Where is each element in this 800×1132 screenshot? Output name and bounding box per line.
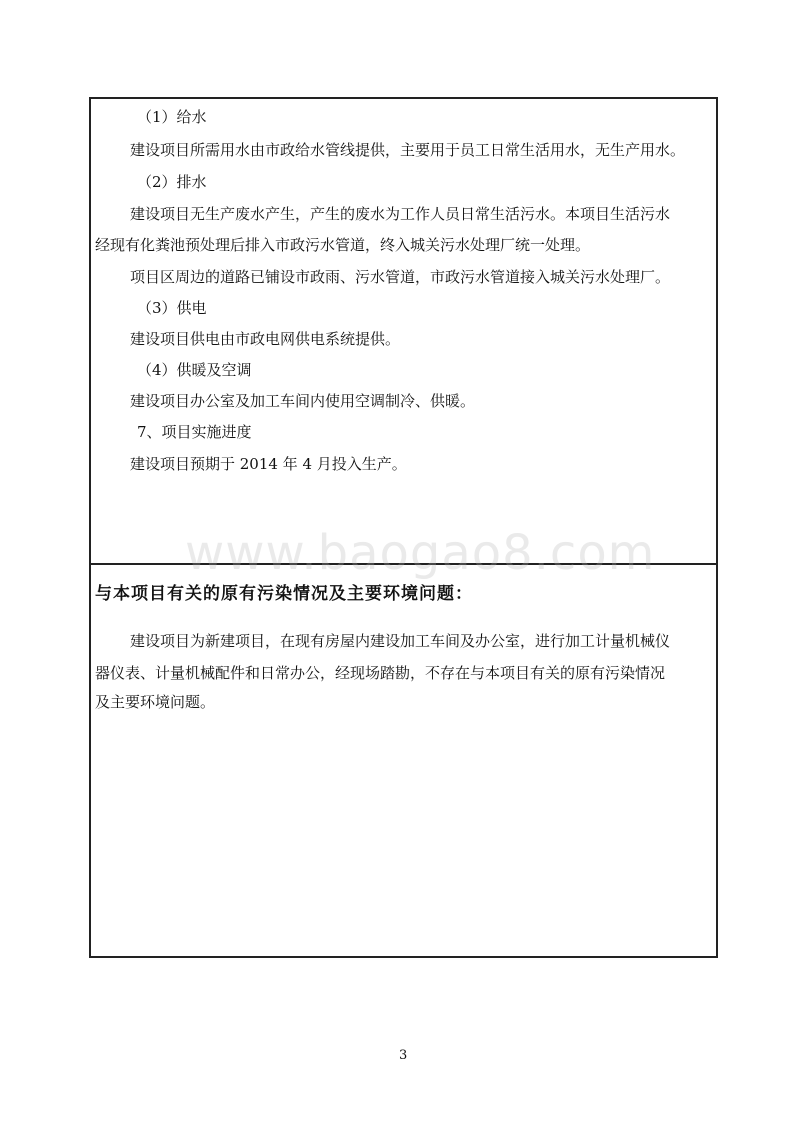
water-supply-text: 建设项目所需用水由市政给水管线提供，主要用于员工日常生活用水，无生产用水。 [130,141,686,159]
power-title: （3）供电 [137,299,207,317]
schedule-text: 建设项目预期于 2014 年 4 月投入生产。 [130,455,407,473]
schedule-title: 7、项目实施进度 [137,423,252,441]
drainage-text-line-3: 项目区周边的道路已铺设市政雨、污水管道，市政污水管道接入城关污水处理厂。 [130,268,671,286]
page-number: 3 [399,1048,408,1063]
pollution-section-heading: 与本项目有关的原有污染情况及主要环境问题： [95,584,473,604]
drainage-title: （2）排水 [137,173,207,191]
pollution-text-line-3: 及主要环境问题。 [95,693,216,711]
heating-text: 建设项目办公室及加工车间内使用空调制冷、供暖。 [130,392,476,410]
pollution-text-line-1: 建设项目为新建项目，在现有房屋内建设加工车间及办公室，进行加工计量机械仪 [130,632,671,650]
drainage-text-line-1: 建设项目无生产废水产生，产生的废水为工作人员日常生活污水。本项目生活污水 [130,205,671,223]
drainage-text-line-2: 经现有化粪池预处理后排入市政污水管道，终入城关污水处理厂统一处理。 [95,236,591,254]
water-supply-title: （1）给水 [137,108,207,126]
power-text: 建设项目供电由市政电网供电系统提供。 [130,330,401,348]
pollution-text-line-2: 器仪表、计量机械配件和日常办公，经现场踏勘，不存在与本项目有关的原有污染情况 [95,664,666,682]
heating-title: （4）供暖及空调 [137,361,252,379]
watermark-text: www.baogao8.com [185,525,656,581]
